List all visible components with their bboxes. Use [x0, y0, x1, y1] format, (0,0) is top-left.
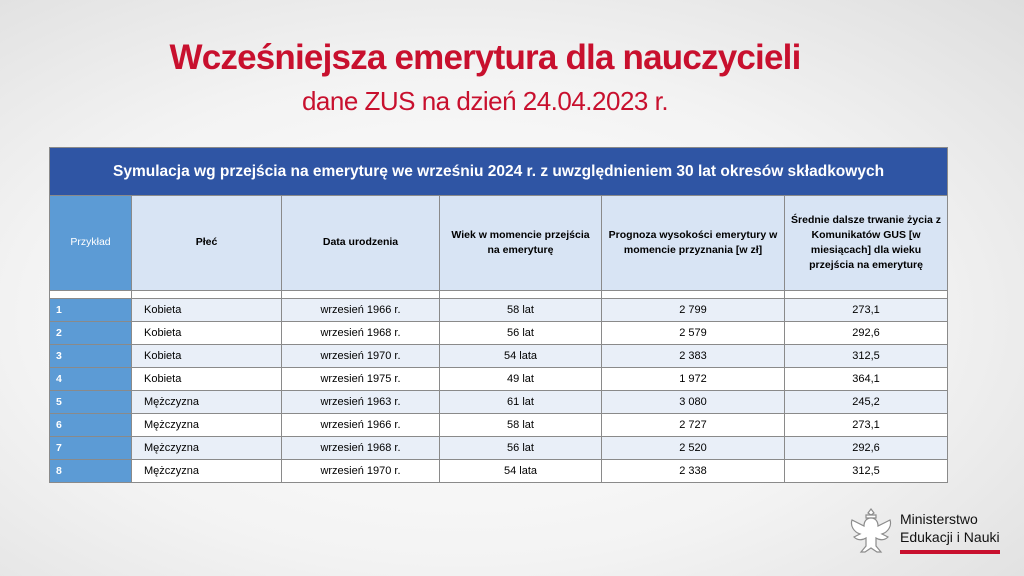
cell-life-expectancy: 312,5: [785, 460, 948, 483]
cell-pension-forecast: 3 080: [602, 391, 785, 414]
column-header-birth-date: Data urodzenia: [282, 196, 440, 291]
column-header-retirement-age: Wiek w momencie przejścia na emeryturę: [440, 196, 602, 291]
table-row: [50, 368, 948, 391]
cell-example-number: 5: [50, 391, 132, 414]
table-row: [50, 460, 948, 483]
cell-birth-date: wrzesień 1968 r.: [282, 437, 440, 460]
cell-life-expectancy: 292,6: [785, 322, 948, 345]
column-header-life-expectancy: Średnie dalsze trwanie życia z Komunikatów GUS [w miesiącach] dla wieku przejścia na emeryturę: [785, 196, 948, 291]
cell-life-expectancy: 245,2: [785, 391, 948, 414]
cell-retirement-age: 58 lat: [440, 414, 602, 437]
table-row: [50, 414, 948, 437]
table-row: [50, 345, 948, 368]
logo-red-bar: [900, 550, 1000, 554]
cell-birth-date: wrzesień 1970 r.: [282, 345, 440, 368]
cell-example-number: 4: [50, 368, 132, 391]
cell-birth-date: wrzesień 1968 r.: [282, 322, 440, 345]
cell-sex: Mężczyzna: [132, 460, 282, 483]
table-spacer-row: [50, 291, 948, 299]
cell-sex: Mężczyzna: [132, 437, 282, 460]
column-header-sex: Płeć: [132, 196, 282, 291]
cell-retirement-age: 61 lat: [440, 391, 602, 414]
cell-sex: Kobieta: [132, 299, 282, 322]
cell-life-expectancy: 364,1: [785, 368, 948, 391]
cell-birth-date: wrzesień 1975 r.: [282, 368, 440, 391]
cell-sex: Mężczyzna: [132, 391, 282, 414]
cell-life-expectancy: 312,5: [785, 345, 948, 368]
cell-sex: Kobieta: [132, 322, 282, 345]
cell-retirement-age: 56 lat: [440, 437, 602, 460]
cell-example-number: 7: [50, 437, 132, 460]
cell-birth-date: wrzesień 1966 r.: [282, 414, 440, 437]
cell-example-number: 2: [50, 322, 132, 345]
cell-retirement-age: 58 lat: [440, 299, 602, 322]
cell-pension-forecast: 2 520: [602, 437, 785, 460]
cell-sex: Mężczyzna: [132, 414, 282, 437]
ministry-name: Ministerstwo Edukacji i Nauki: [900, 511, 1000, 545]
cell-retirement-age: 56 lat: [440, 322, 602, 345]
white-eagle-emblem-icon: [848, 503, 894, 559]
cell-sex: Kobieta: [132, 345, 282, 368]
cell-pension-forecast: 2 338: [602, 460, 785, 483]
cell-life-expectancy: 273,1: [785, 299, 948, 322]
column-header-example: Przykład: [50, 196, 132, 291]
cell-example-number: 6: [50, 414, 132, 437]
page-subtitle: dane ZUS na dzień 24.04.2023 r.: [301, 86, 669, 116]
cell-retirement-age: 54 lata: [440, 345, 602, 368]
cell-retirement-age: 54 lata: [440, 460, 602, 483]
cell-birth-date: wrzesień 1970 r.: [282, 460, 440, 483]
table-banner: Symulacja wg przejścia na emeryturę we wrześniu 2024 r. z uwzględnieniem 30 lat okresów składkowych: [50, 148, 948, 196]
cell-example-number: 1: [50, 299, 132, 322]
cell-pension-forecast: 2 383: [602, 345, 785, 368]
page-title: Wcześniejsza emerytura dla nauczycieli: [169, 38, 801, 77]
cell-pension-forecast: 1 972: [602, 368, 785, 391]
table-row: [50, 437, 948, 460]
simulation-table: [49, 147, 948, 483]
ministry-logo: [848, 503, 1008, 563]
table-row: [50, 391, 948, 414]
cell-life-expectancy: 273,1: [785, 414, 948, 437]
cell-pension-forecast: 2 727: [602, 414, 785, 437]
cell-retirement-age: 49 lat: [440, 368, 602, 391]
cell-example-number: 8: [50, 460, 132, 483]
cell-example-number: 3: [50, 345, 132, 368]
cell-birth-date: wrzesień 1966 r.: [282, 299, 440, 322]
cell-sex: Kobieta: [132, 368, 282, 391]
column-header-pension-forecast: Prognoza wysokości emerytury w momencie przyznania [w zł]: [602, 196, 785, 291]
table-body: [50, 291, 948, 483]
table-header-row: [50, 196, 948, 291]
table-row: [50, 322, 948, 345]
cell-birth-date: wrzesień 1963 r.: [282, 391, 440, 414]
table-row: [50, 299, 948, 322]
cell-life-expectancy: 292,6: [785, 437, 948, 460]
cell-pension-forecast: 2 579: [602, 322, 785, 345]
cell-pension-forecast: 2 799: [602, 299, 785, 322]
